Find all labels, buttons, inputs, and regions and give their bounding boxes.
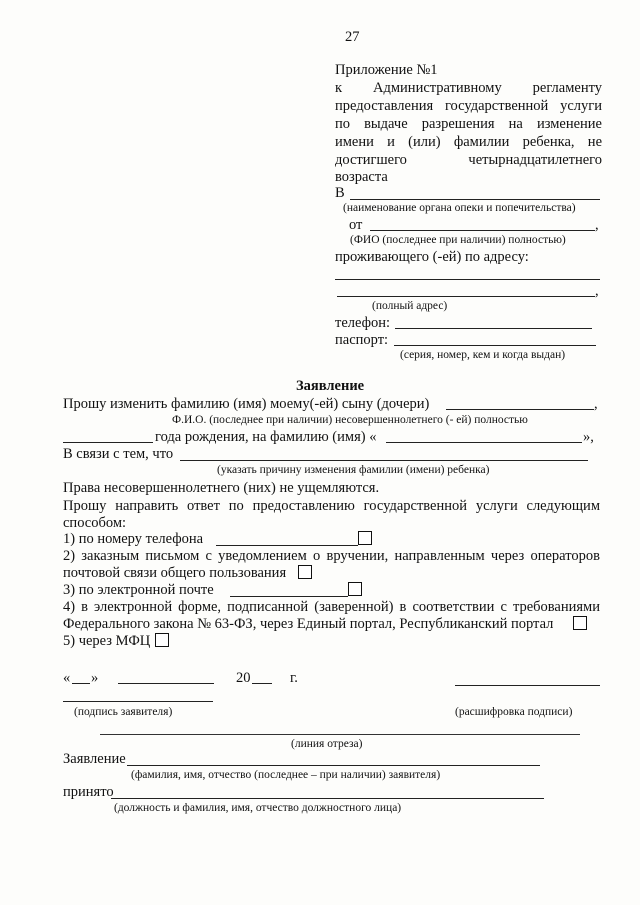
option-email-line[interactable] — [230, 596, 348, 597]
residing-label: проживающего (-ей) по адресу: — [335, 249, 529, 265]
appendix-line: по выдаче разрешения на изменение — [335, 116, 602, 132]
date-year-line[interactable] — [252, 683, 272, 684]
passport-caption: (серия, номер, кем и когда выдан) — [400, 349, 566, 361]
option-mail-label-1: 2) заказным письмом с уведомлением о вручении, направленным через операторов — [63, 548, 600, 564]
option-mfc-checkbox[interactable] — [155, 633, 169, 647]
birth-year-line[interactable] — [63, 442, 153, 443]
receipt-label-1: Заявление — [63, 751, 126, 767]
receipt-caption-1: (фамилия, имя, отчество (последнее – при наличии) заявителя) — [131, 769, 441, 781]
date-quote-open: « — [63, 670, 71, 686]
receipt-label-2: принято — [63, 784, 114, 800]
address-line-2[interactable] — [337, 296, 595, 297]
option-email-checkbox[interactable] — [348, 582, 362, 596]
receipt-caption-2: (должность и фамилия, имя, отчество должностного лица) — [114, 802, 402, 814]
application-line-1: Прошу изменить фамилию (имя) моему(-ей) сыну (дочери) — [63, 396, 430, 412]
cut-line-caption: (линия отреза) — [291, 738, 363, 750]
option-phone-line[interactable] — [216, 545, 358, 546]
option-electronic-label-1: 4) в электронной форме, подписанной (заверенной) в соответствии с требованиями — [63, 599, 600, 615]
phone-field-line[interactable] — [395, 328, 592, 329]
application-title: Заявление — [296, 378, 365, 394]
option-mail-checkbox[interactable] — [298, 565, 312, 579]
signature-line[interactable] — [63, 701, 213, 702]
signature-caption: (подпись заявителя) — [74, 706, 173, 718]
receipt-applicant-line[interactable] — [127, 765, 540, 766]
page-number: 27 — [345, 29, 360, 45]
to-caption: (наименование органа опеки и попечительства) — [343, 202, 576, 214]
cut-line — [100, 734, 580, 735]
appendix-title: Приложение №1 — [335, 62, 438, 78]
new-name-line[interactable] — [386, 442, 582, 443]
date-year-prefix: 20 — [236, 670, 251, 686]
application-line-2: года рождения, на фамилию (имя) « — [155, 429, 377, 445]
date-month-line[interactable] — [118, 683, 214, 684]
date-year-suffix: г. — [290, 670, 298, 686]
phone-label: телефон: — [335, 315, 391, 331]
passport-label: паспорт: — [335, 332, 389, 348]
option-email-label: 3) по электронной почте — [63, 582, 214, 598]
option-mail-label-2: почтовой связи общего пользования — [63, 565, 287, 581]
line1-suffix: , — [594, 396, 598, 412]
appendix-line: имени и (или) фамилии ребенка, не — [335, 134, 602, 150]
application-line-3: В связи с тем, что — [63, 446, 174, 462]
from-caption: (ФИО (последнее при наличии) полностью) — [350, 234, 566, 246]
to-field-line[interactable] — [350, 199, 600, 200]
signature-decode-top-line[interactable] — [455, 685, 600, 686]
appendix-line: достигшего четырнадцатилетнего — [335, 152, 602, 168]
option-electronic-label-2: Федерального закона № 63-ФЗ, через Единый портал, Республиканский портал — [63, 616, 554, 632]
appendix-line: предоставления государственной услуги — [335, 98, 602, 114]
from-prefix: от — [349, 217, 363, 233]
line2-suffix: », — [583, 429, 594, 445]
option-mfc-label: 5) через МФЦ — [63, 633, 151, 649]
reason-caption: (указать причину изменения фамилии (имени) ребенка) — [217, 464, 490, 476]
appendix-line: возраста — [335, 169, 388, 185]
address-line-1[interactable] — [335, 279, 600, 280]
receipt-official-line[interactable] — [111, 798, 544, 799]
option-phone-label: 1) по номеру телефона — [63, 531, 204, 547]
date-quote-close: » — [91, 670, 99, 686]
date-day-line[interactable] — [72, 683, 90, 684]
option-phone-checkbox[interactable] — [358, 531, 372, 545]
address-suffix: , — [595, 283, 599, 299]
request-line-2: способом: — [63, 515, 127, 531]
to-prefix: В — [335, 185, 345, 201]
address-caption: (полный адрес) — [372, 300, 448, 312]
option-electronic-checkbox[interactable] — [573, 616, 587, 630]
reason-line[interactable] — [180, 460, 588, 461]
child-name-line[interactable] — [446, 409, 594, 410]
rights-statement: Права несовершеннолетнего (них) не ущемляются. — [63, 480, 380, 496]
passport-field-line[interactable] — [394, 345, 596, 346]
request-line-1: Прошу направить ответ по предоставлению государственной услуги следующим — [63, 498, 600, 514]
decode-caption: (расшифровка подписи) — [455, 706, 573, 718]
appendix-line: к Административному регламенту — [335, 80, 602, 96]
fio-caption: Ф.И.О. (последнее при наличии) несовершеннолетнего (- ей) полностью — [172, 414, 528, 426]
from-field-line[interactable] — [370, 230, 595, 231]
from-suffix: , — [595, 217, 599, 233]
